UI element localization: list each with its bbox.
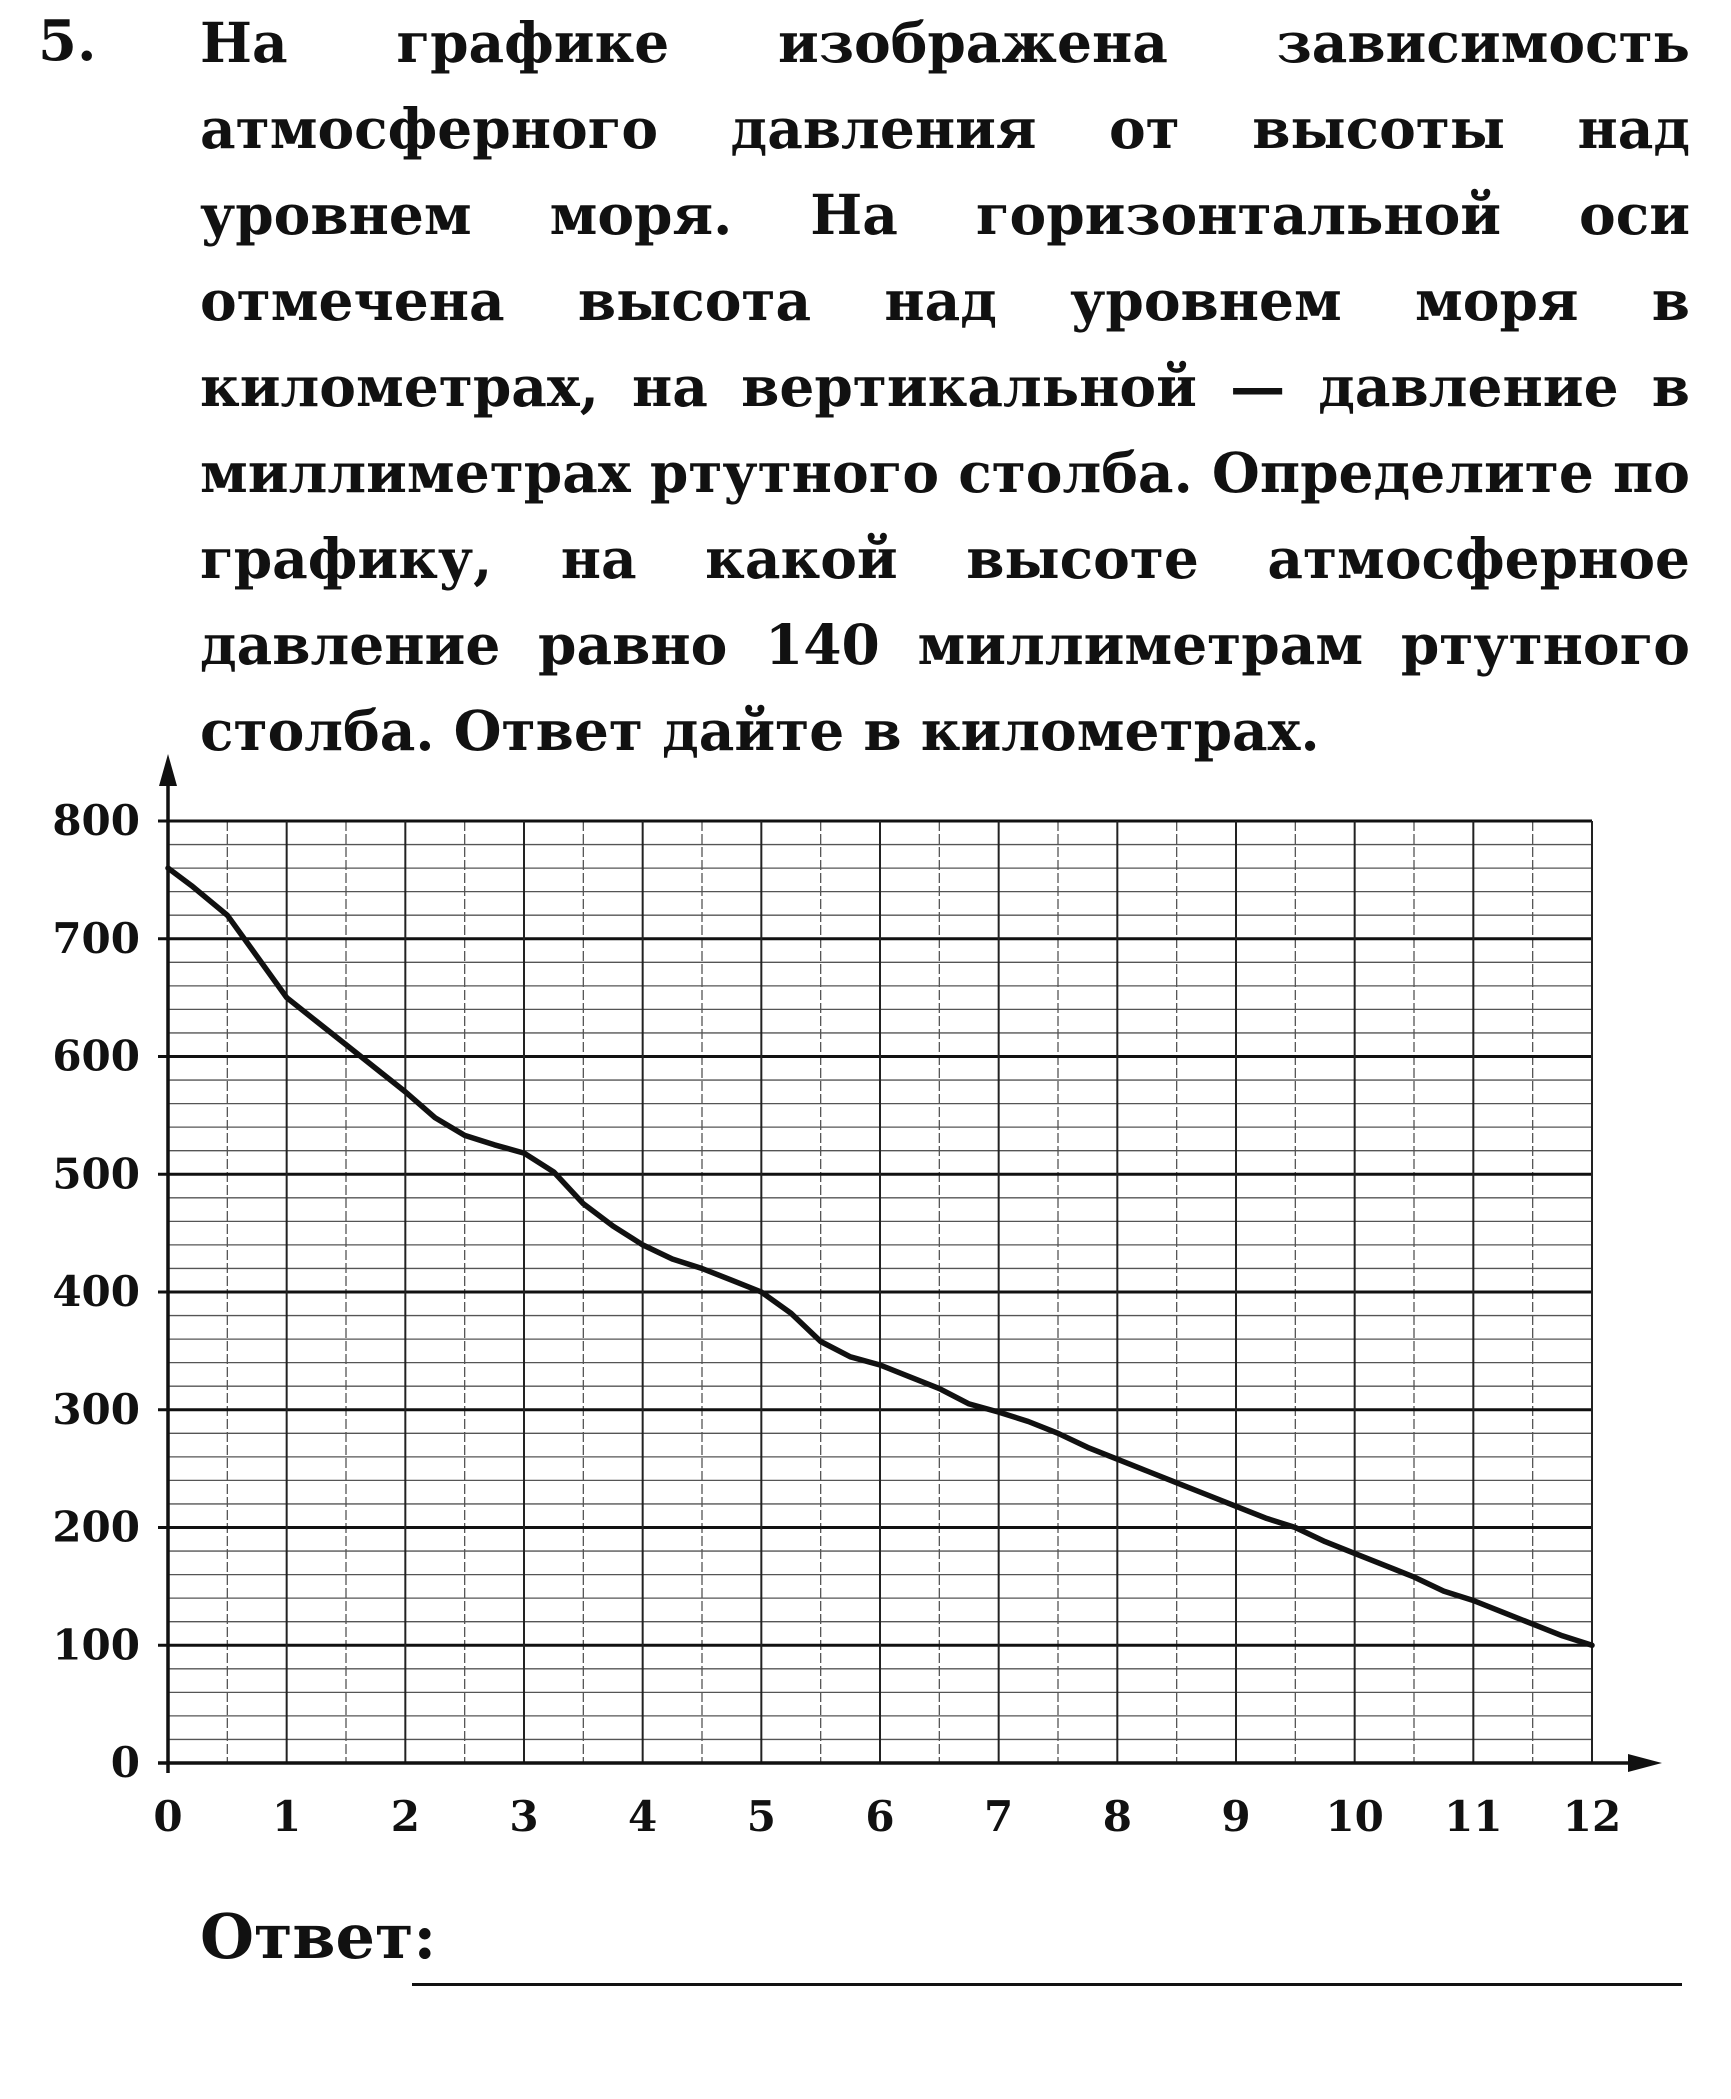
x-tick-label: 9	[1221, 1792, 1251, 1841]
problem-number: 5.	[38, 8, 97, 74]
x-tick-label: 10	[1325, 1792, 1384, 1841]
problem-text: На графике изображена зависимость атмосферного давления от высоты над уровнем моря. На горизонтальной оси отмечена высота над уровнем моря в километрах, на вертикальной — давление в миллиметрах ртутного столба. Определите по графику, на какой высоте атмосферное давление равно 140 миллиметрам ртутного столба. Ответ дайте в километрах.	[200, 10, 1690, 763]
pressure-altitude-chart	[0, 740, 1731, 1860]
y-axis-labels	[52, 796, 140, 1787]
x-tick-label: 6	[865, 1792, 895, 1841]
x-tick-label: 3	[509, 1792, 539, 1841]
answer-input-line[interactable]	[412, 1983, 1682, 1986]
y-axis-arrow	[159, 754, 177, 786]
y-tick-label: 100	[52, 1620, 140, 1670]
y-tick-label: 200	[52, 1502, 140, 1552]
y-tick-label: 600	[52, 1031, 140, 1081]
x-tick-label: 4	[628, 1792, 658, 1841]
x-tick-label: 12	[1562, 1792, 1622, 1841]
y-tick-label: 300	[52, 1384, 140, 1434]
x-tick-label: 5	[746, 1792, 776, 1841]
answer-label: Ответ:	[200, 1900, 437, 1973]
x-tick-label: 11	[1444, 1792, 1503, 1841]
y-tick-label: 0	[110, 1738, 140, 1787]
x-tick-label: 1	[272, 1792, 302, 1841]
x-tick-label: 2	[390, 1792, 420, 1841]
y-tick-label: 500	[52, 1149, 140, 1199]
x-tick-label: 7	[984, 1792, 1014, 1841]
x-tick-label: 8	[1102, 1792, 1132, 1841]
x-tick-label: 0	[153, 1792, 183, 1841]
axes	[158, 754, 1662, 1773]
x-axis-labels	[153, 1792, 1621, 1841]
x-axis-arrow	[1628, 1754, 1662, 1772]
y-tick-label: 800	[52, 796, 140, 845]
y-tick-label: 700	[52, 913, 140, 963]
y-tick-label: 400	[52, 1267, 140, 1316]
